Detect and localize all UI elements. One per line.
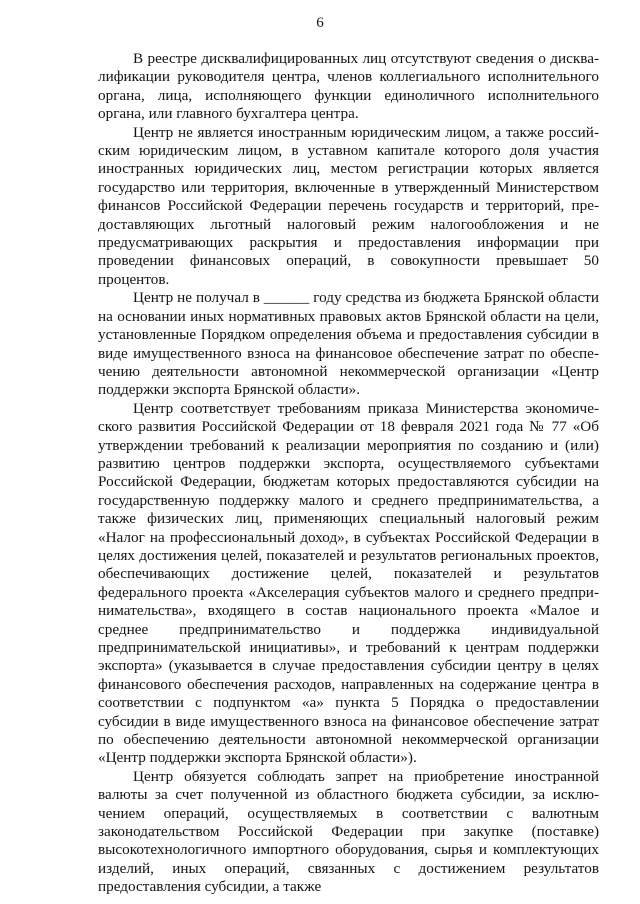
paragraph-ministry-order-compliance: Центр соответствует требованиям приказа Министерства экономического развития Российской Федерации от 18 февраля 2021 года № 77 «Об утверждении требований к реализации мероприятия по созданию и (или) развитию центров поддержки экспорта, осуществляемого субъектами Российской Федерации, бюджетам которых предоставляются субсидии на государственную поддержку малого и среднего предпринимательства, а также физических лиц, применяющих специальный налоговый режим «Налог на профессиональный доход», в субъектах Российской Федерации в целях достижения целей, показателей и результатов региональных проектов, обеспечивающих достижение целей, показателей и результатов федерального проекта «Акселерация субъектов малого и среднего предпринимательства», входящего в состав национального проекта «Малое и среднее предпринимательство и поддержка индивидуальной предпринимательской инициативы», и требований к центрам поддержки экспорта» (указывается в случае предоставления субсидии центру в целях финансового обеспечения расходов, направленных на содержание центра в соответствии с подпунктом «а» пункта 5 Порядка о предоставлении субсидии в виде имущественного взноса на финансовое обеспечение затрат по обеспечению деятельности автономной некоммерческой организации «Центр поддержки экспорта Брянской области»). [98,399,599,767]
page-number: 6 [316,15,324,31]
paragraph-no-budget-funds: Центр не получал в ______ году средства из бюджета Брянской области на основании иных нормативных правовых актов Брянской области на цели, установленные Порядком определения объема и предоставления субсидии в виде имущественного взноса на финансовое обеспечение затрат по обеспечению деятельности автономной некоммерческой организации «Центр поддержки экспорта Брянской области». [98,289,599,399]
paragraph-not-foreign-entity: Центр не является иностранным юридическим лицом, а также российским юридическим лицом, в уставном капитале которого доля участия иностранных юридических лиц, местом регистрации которых является государство или территория, включенные в утвержденный Министерством финансов Российской Федерации перечень государств и территорий, предоставляющих льготный налоговый режим налогообложения и не предусматривающих раскрытия и предоставления информации при проведении финансовых операций, в совокупности превышает 50 процентов. [98,123,599,288]
document-body [98,50,599,897]
paragraph-currency-ban: Центр обязуется соблюдать запрет на приобретение иностранной валюты за счет полученной из областного бюджета субсидии, за исключением операций, осуществляемых в соответствии с валютным законодательством Российской Федерации при закупке (поставке) высокотехнологичного импортного оборудования, сырья и комплектующих изделий, иных операций, связанных с достижением результатов предоставления субсидии, а также [98,767,599,896]
paragraph-disqualified-persons: В реестре дисквалифицированных лиц отсутствуют сведения о дисквалификации руководителя центра, членов коллегиального исполнительного органа, лица, исполняющего функции единоличного исполнительного органа, или главного бухгалтера центра. [98,50,599,123]
